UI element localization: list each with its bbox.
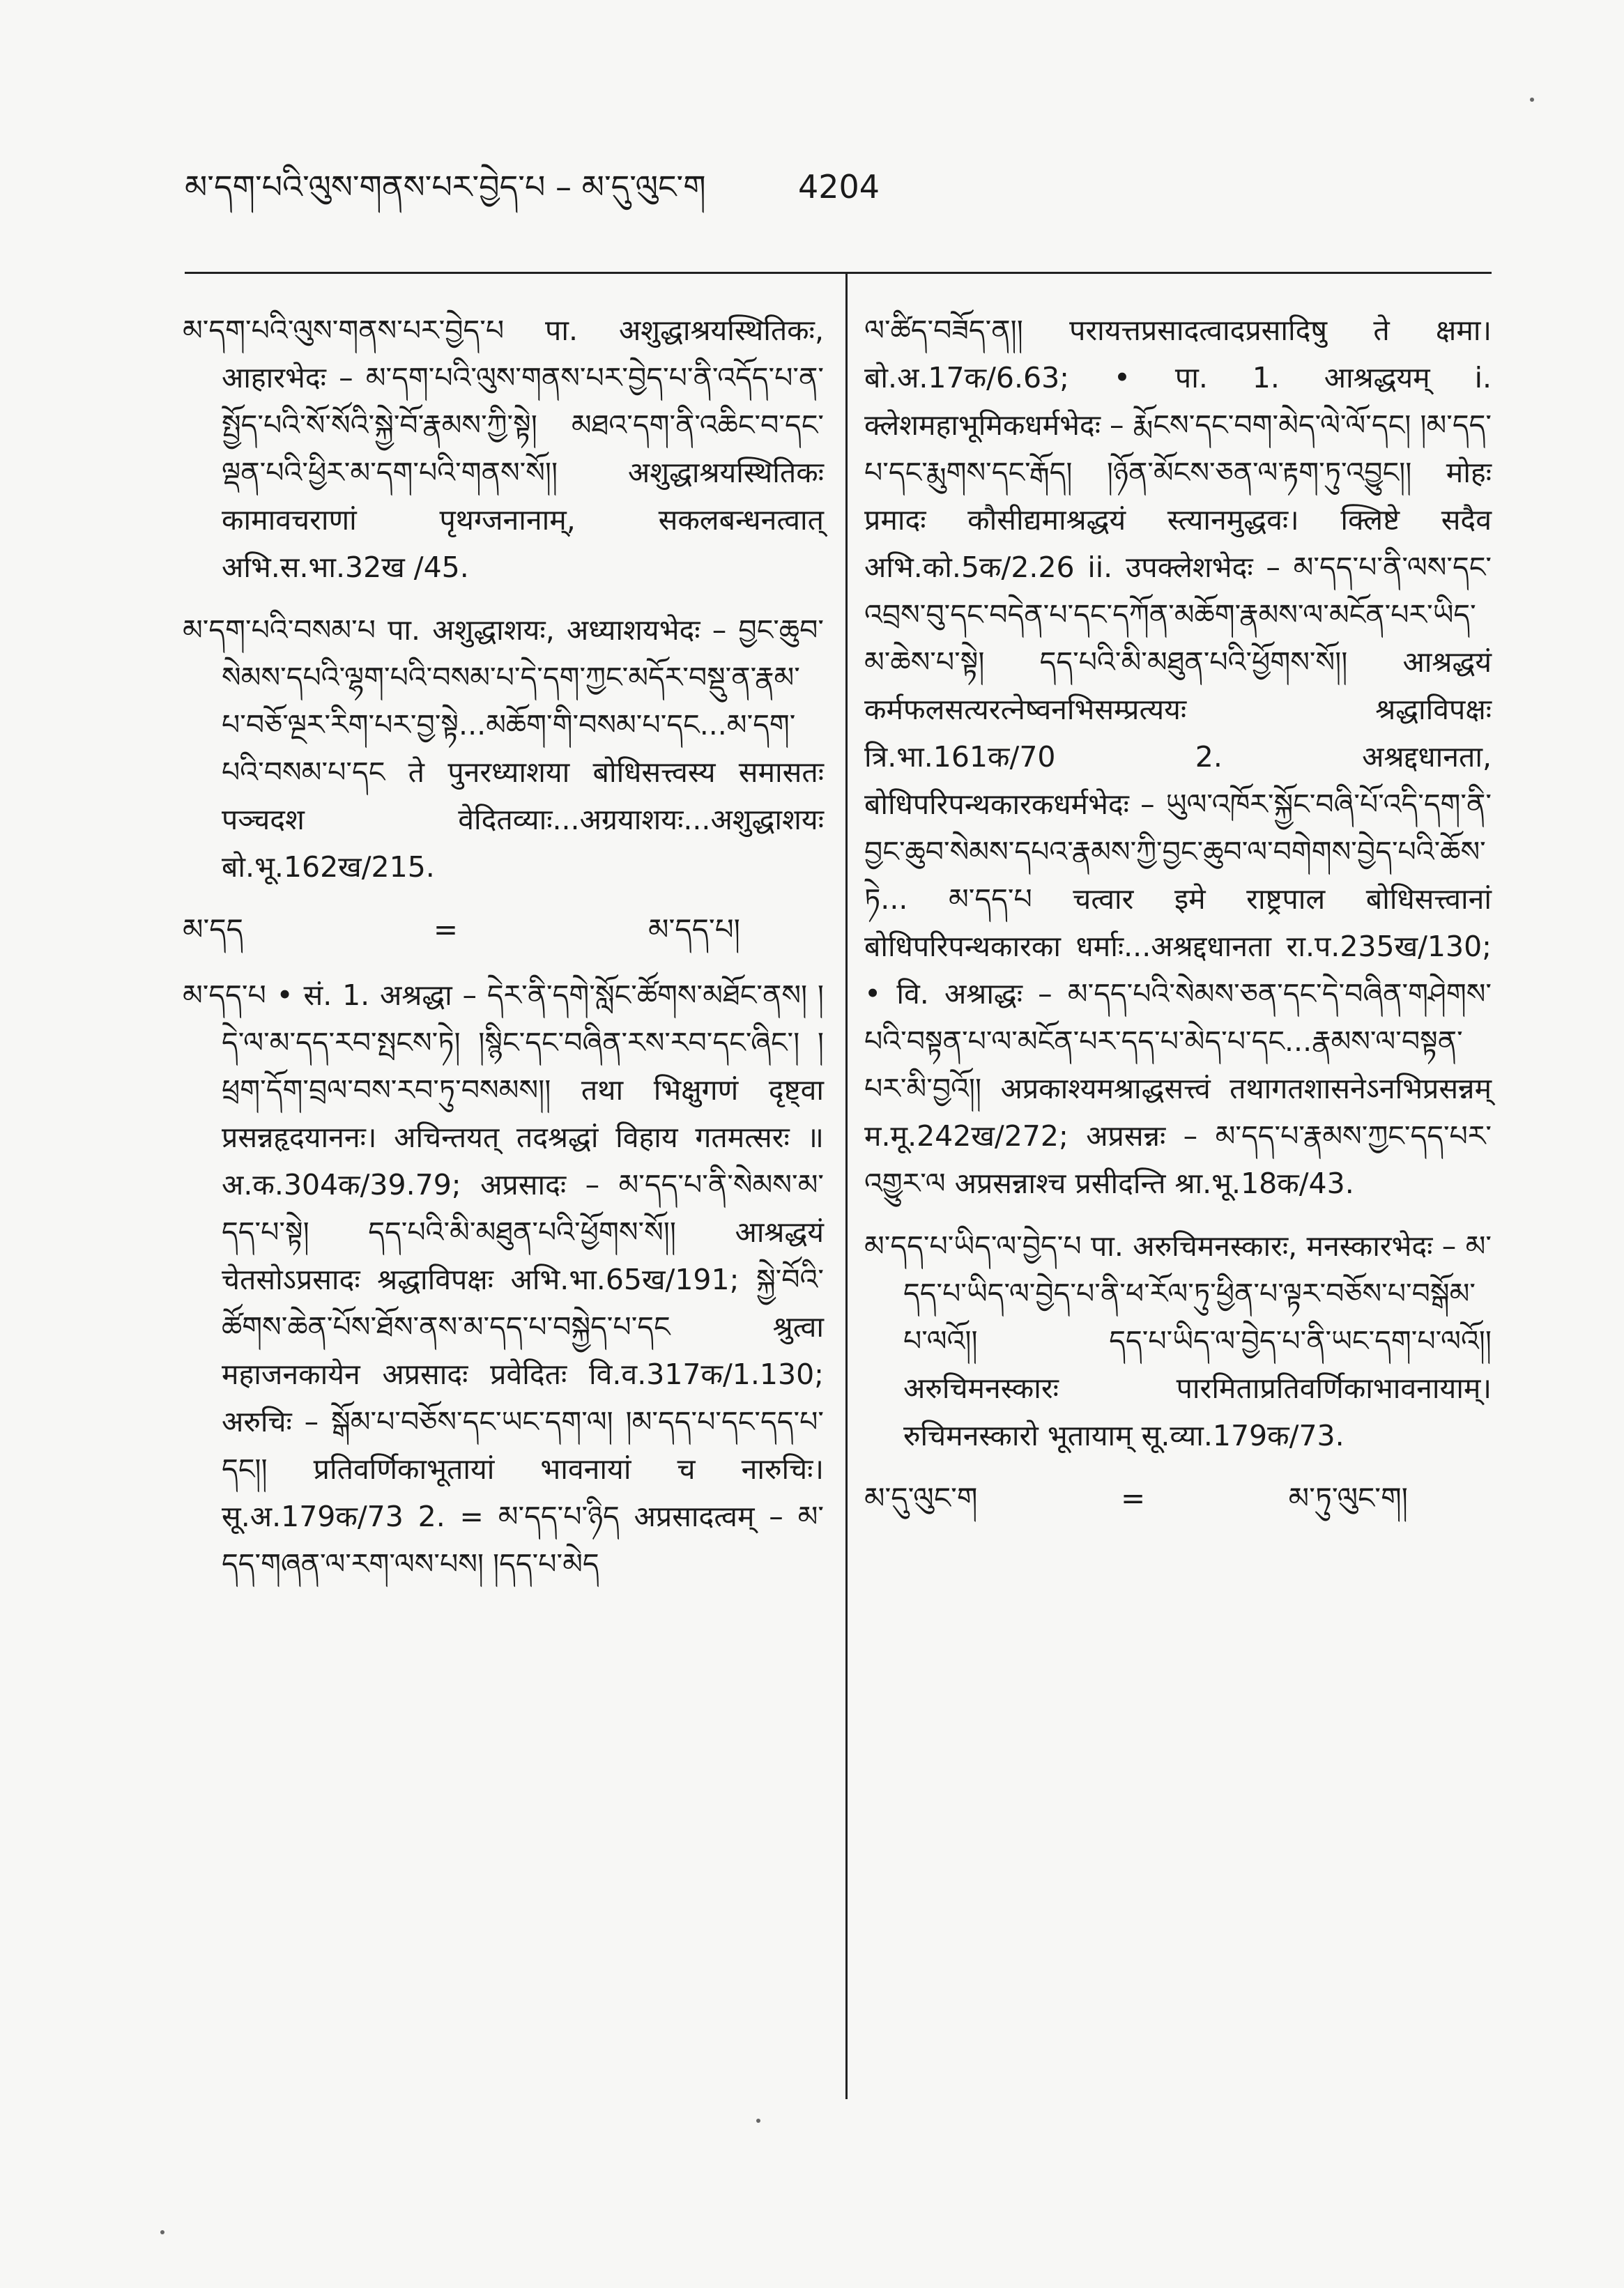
xref-headword: མ་དུ་ལུང་ག — [864, 1481, 978, 1515]
entry-ma-dad-pa-continued: ལ་ཚིད་བཟོད་ན།། परायत्तप्रसादत्वादप्रसादिषु ते क्षमा। बो.अ.17क/6.63; • पा. 1. आश्रद्धयम् i. क्लेशमहाभूमिकधर्मभेदः – རྨོངས་དང་བག་མེད་ལེ་ལོ་དང། །མ་དད་པ་དང་རྨུགས་དང་རྒོད། །ཉོན་མོངས་ཅན་ལ་རྟག་ཏུ་འབྱུང།། मोहः प्रमादः कौसीद्यमाश्रद्धयं स्त्यानमुद्धवः। क्लिष्टे सदैव अभि.को.5क/2.26 ii. उपक्लेशभेदः – མ་དད་པ་ནི་ལས་དང་འབྲས་བུ་དང་བདེན་པ་དང་དཀོན་མཆོག་རྣམས་ལ་མངོན་པར་ཡིད་མ་ཆེས་པ་སྟེ། དད་པའི་མི་མཐུན་པའི་ཕྱོགས་སོ།། आश्रद्धयं कर्मफलसत्यरत्नेष्वनभिसम्प्रत्ययः श्रद्धाविपक्षः त्रि.भा.161क/70 2. अश्रद्दधानता, बोधिपरिपन्थकारकधर्मभेदः – ཡུལ་འཁོར་སྐྱོང་བཞི་པོ་འདི་དག་ནི་བྱང་ཆུབ་སེམས་དཔའ་རྣམས་ཀྱི་བྱང་ཆུབ་ལ་བགེགས་བྱེད་པའི་ཆོས་ཏེ... མ་དད་པ चत्वार इमे राष्ट्रपाल बोधिसत्त्वानां बोधिपरिपन्थकारका धर्माः...अश्रद्दधानता रा.प.235ख/130; • वि. अश्राद्धः – མ་དད་པའི་སེམས་ཅན་དང་དེ་བཞིན་གཤེགས་པའི་བསྟན་པ་ལ་མངོན་པར་དད་པ་མེད་པ་དང...རྣམས་ལ་བསྟན་པར་མི་བྱའོ།། अप्रकाश्यमश्राद्धसत्त्वं तथागतशासनेऽनभिप्रसन्नम् म.मू.242ख/272; अप्रसन्नः – མ་དད་པ་རྣམས་ཀྱང་དད་པར་འགྱུར་ལ अप्रसन्नाश्च प्रसीदन्ति श्रा.भू.18क/43. — [864, 314, 1492, 1200]
scan-speck — [756, 2119, 760, 2123]
left-column — [183, 307, 824, 1603]
xref-equals: = — [1120, 1481, 1146, 1515]
entry-ma-dad-pa-yid-la-byed-pa: མ་དད་པ་ཡིད་ལ་བྱེད་པ पा. अरुचिमनस्कारः, मनस्कारभेदः – མ་དད་པ་ཡིད་ལ་བྱེད་པ་ནི་ཕ་རོལ་ཏུ་ཕྱིན་པ་ལྟར་བཅོས་པ་བསྒོམ་པ་ལའོ།། དད་པ་ཡིད་ལ་བྱེད་པ་ནི་ཡང་དག་པ་ལའོ།། अरुचिमनस्कारः पारमिताप्रतिवर्णिकाभावनायाम्। रुचिमनस्कारो भूतायाम् सू.व्या.179क/73. — [864, 1229, 1492, 1452]
cross-reference-ma-dad — [183, 906, 824, 953]
xref-headword: མ་དད — [183, 912, 243, 946]
entry-ma-dag-pai-bsam-pa: མ་དག་པའི་བསམ་པ पा. अशुद्धाशयः, अध्याशयभेदः – བྱང་ཆུབ་སེམས་དཔའི་ལྷག་པའི་བསམ་པ་དེ་དག་ཀྱང་མདོར་བསྡུ་ན་རྣམ་པ་བཅོ་ལྔར་རིག་པར་བྱ་སྟེ...མཆོག་གི་བསམ་པ་དང...མ་དག་པའི་བསམ་པ་དང ते पुनरध्याशया बोधिसत्त्वस्य समासतः पञ्चदश वेदितव्याः...अग्रयाशयः...अशुद्धाशयः बो.भू.162ख/215. — [183, 613, 824, 884]
cross-reference-ma-du-lung-ga — [864, 1475, 1492, 1522]
entry-ma-dad-pa: མ་དད་པ • सं. 1. अश्रद्धा – དེར་ནི་དགེ་སློང་ཚོགས་མཐོང་ནས། །དེ་ལ་མ་དད་རབ་སྤངས་ཏེ། །སྙིང་དང་བཞིན་རས་རབ་དང་ཞིང་། །ཕྲག་དོག་བྲལ་བས་རབ་ཏུ་བསམས།། तथा भिक्षुगणं दृष्ट्वा प्रसन्नहृदयाननः। अचिन्तयत् तदश्रद्धां विहाय गतमत्सरः ॥ अ.क.304क/39.79; अप्रसादः – མ་དད་པ་ནི་སེམས་མ་དད་པ་སྟེ། དད་པའི་མི་མཐུན་པའི་ཕྱོགས་སོ།། आश्रद्धयं चेतसोऽप्रसादः श्रद्धाविपक्षः अभि.भा.65ख/191; སྐྱེ་བོའི་ཚོགས་ཆེན་པོས་ཐོས་ནས་མ་དད་པ་བསྐྱེད་པ་དང श्रुत्वा महाजनकायेन अप्रसादः प्रवेदितः वि.व.317क/1.130; अरुचिः – སྒོམ་པ་བཅོས་དང་ཡང་དག་ལ། །མ་དད་པ་དང་དད་པ་དང།། प्रतिवर्णिकाभूतायां भावनायां च नारुचिः। सू.अ.179क/73 2. = མ་དད་པ་ཉིད अप्रसादत्वम् – མ་དད་གཞན་ལ་རག་ལས་པས། །དད་པ་མེད — [183, 978, 824, 1581]
page-number: 4204 — [798, 168, 880, 206]
scan-speck — [1530, 98, 1534, 102]
xref-target: མ་དད་པ། — [648, 912, 740, 946]
xref-target: མ་ཏུ་ལུང་ག། — [1288, 1481, 1408, 1515]
right-column — [864, 307, 1492, 1540]
running-header — [185, 166, 1439, 208]
column-divider — [845, 273, 848, 2099]
entry-ma-dag-pai-lus-gnas: མ་དག་པའི་ལུས་གནས་པར་བྱེད་པ पा. अशुद्धाश्रयस्थितिकः, आहारभेदः – མ་དག་པའི་ལུས་གནས་པར་བྱེད་པ་ནི་འདོད་པ་ན་སྤྱོད་པའི་སོ་སོའི་སྐྱེ་བོ་རྣམས་ཀྱི་སྟེ། མཐའ་དག་ནི་འཆིང་བ་དང་ལྡན་པའི་ཕྱིར་མ་དག་པའི་གནས་སོ།། अशुद्धाश्रयस्थितिकः कामावचराणां पृथग्जनानाम्, सकलबन्धनत्वात् अभि.स.भा.32ख /45. — [183, 314, 824, 584]
xref-equals: = — [433, 912, 459, 946]
scan-speck — [160, 2230, 164, 2234]
header-title: མ་དག་པའི་ལུས་གནས་པར་བྱེད་པ – མ་དུ་ལུང་ག — [185, 168, 706, 206]
header-rule — [185, 272, 1492, 274]
